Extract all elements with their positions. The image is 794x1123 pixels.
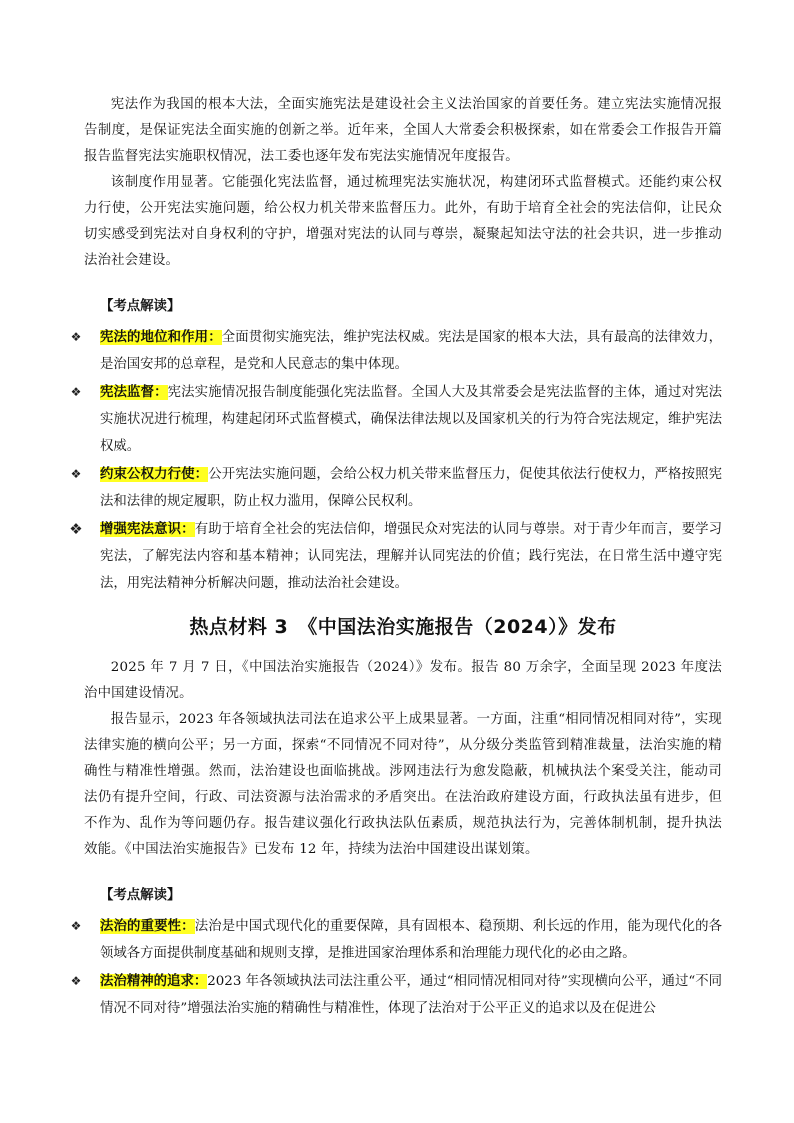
intro-paragraph-2: 该制度作用显著。它能强化宪法监督，通过梳理宪法实施状况，构建闭环式监督模式。还能约束公权力行使，公开宪法实施问题，给公权力机关带来监督压力。此外，有助于培育全社会的宪法信仰，让民众切实感受到宪法对自身权利的守护，增强对宪法的认同与尊崇，凝聚起知法守法的社会共识，进一步推动法治社会建设。 xyxy=(84,175,722,268)
highlighted-keyword: 法治的重要性： xyxy=(100,919,195,934)
intro-paragraph-1: 宪法作为我国的根本大法，全面实施宪法是建设社会主义法治国家的首要任务。建立宪法实施情况报告制度，是保证宪法全面实施的创新之举。近年来，全国人大常委会积极探索，如在常委会工作报告开篇报告监督宪法实施职权情况，法工委也逐年发布宪法实施情况年度报告。 xyxy=(84,97,722,164)
material-paragraph-2: 报告显示，2023 年各领域执法司法在追求公平上成果显著。一方面，注重“相同情况相同对待”，实现法律实施的横向公平；另一方面，探索“不同情况不同对待”，从分级分类监管到精准裁量，法治实施的精确性与精准性增强。然而，法治建设也面临挑战。涉网违法行为愈发隐蔽，机械执法个案受关注，能动司法仍有提升空间，行政、司法资源与法治需求的矛盾突出。在法治政府建设方面，行政执法虽有进步，但不作为、乱作为等问题仍存。报告建议强化行政执法队伍素质，规范执法行为，完善体制机制，提升执法效能。《中国法治实施报告》已发布 12 年，持续为法治中国建设出谋划策。 xyxy=(84,712,722,857)
list-item-text: 有助于培育全社会的宪法信仰，增强民众对宪法的认同与尊崇。对于青少年而言，要学习宪法，了解宪法内容和基本精神；认同宪法，理解并认同宪法的价值；践行宪法，在日常生活中遵守宪法，用宪法精神分析解决问题，推动法治社会建设。 xyxy=(100,522,723,591)
list-item xyxy=(70,379,722,460)
list-item-text: 法治是中国式现代化的重要保障，具有固根本、稳预期、利长远的作用，能为现代化的各领域各方面提供制度基础和规则支撑，是推进国家治理体系和治理能力现代化的必由之路。 xyxy=(100,919,723,961)
highlighted-keyword: 增强宪法意识： xyxy=(100,522,195,537)
list-item xyxy=(70,913,723,967)
diamond-bullet-icon: ❖ xyxy=(70,467,82,481)
list-item xyxy=(69,516,723,597)
diamond-bullet-icon: ❖ xyxy=(70,919,82,933)
material-paragraph-1: 2025 年 7 月 7 日，《中国法治实施报告（2024）》发布。报告 80 万余字，全面呈现 2023 年度法治中国建设情况。 xyxy=(84,660,722,701)
exam-points-list xyxy=(70,913,723,1022)
list-item xyxy=(70,324,723,378)
diamond-bullet-icon: ❖ xyxy=(70,974,82,988)
highlighted-keyword: 法治精神的追求： xyxy=(100,974,208,989)
diamond-bullet-icon: ❖ xyxy=(70,330,82,344)
highlighted-keyword: 宪法的地位和作用： xyxy=(100,330,222,345)
exam-points-label: 【考点解读】 xyxy=(100,299,181,314)
exam-points-label: 【考点解读】 xyxy=(100,888,181,903)
highlighted-keyword: 宪法监督： xyxy=(100,385,168,400)
diamond-bullet-icon: ❖ xyxy=(70,385,82,399)
exam-points-list xyxy=(69,324,723,597)
list-item xyxy=(70,461,723,515)
list-item-text: 2023 年各领域执法司法注重公平，通过“相同情况相同对待”实现横向公平，通过“不同情况不同对待”增强法治实施的精确性与精准性，体现了法治对于公平正义的追求以及在促进公 xyxy=(100,974,723,1016)
list-item-text: 宪法实施情况报告制度能强化宪法监督。全国人大及其常委会是宪法监督的主体，通过对宪法实施状况进行梳理，构建起闭环式监督模式，确保法律法规以及国家机关的行为符合宪法规定，维护宪法权威。 xyxy=(100,385,722,454)
section-heading: 热点材料 3 《中国法治实施报告（2024）》发布 xyxy=(189,616,617,638)
highlighted-keyword: 约束公权力行使： xyxy=(100,467,209,482)
list-item xyxy=(70,968,723,1022)
list-item-text: 全面贯彻实施宪法，维护宪法权威。宪法是国家的根本大法，具有最高的法律效力，是治国安邦的总章程，是党和人民意志的集中体现。 xyxy=(100,330,723,372)
diamond-bullet-icon: ❖ xyxy=(69,520,83,538)
page-content xyxy=(69,92,723,1023)
list-item-text: 公开宪法实施问题，会给公权力机关带来监督压力，促使其依法行使权力，严格按照宪法和法律的规定履职，防止权力滥用，保障公民权利。 xyxy=(100,467,723,509)
